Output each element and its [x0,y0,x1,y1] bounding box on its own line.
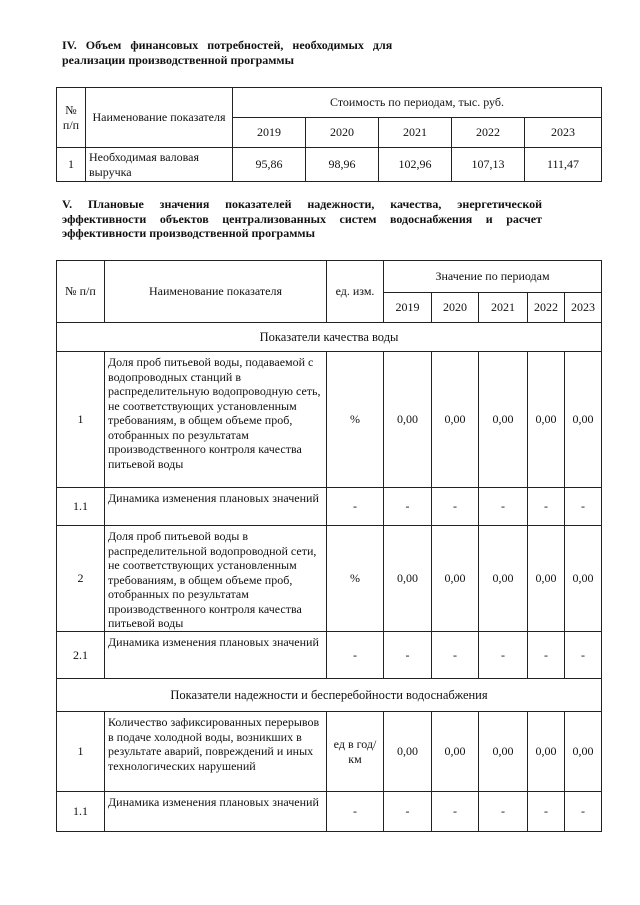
header-year: 2019 [384,293,432,323]
header-num: № п/п [57,88,86,148]
section-4-title [62,38,602,67]
row-value: - [432,792,479,832]
row-unit: - [327,632,384,679]
row-value: 0,00 [528,352,565,488]
row-value: 95,86 [233,148,306,182]
row-name: Необходимая валовая выручка [86,148,233,182]
row-num: 1 [57,352,105,488]
row-value: - [432,632,479,679]
table-row [57,148,602,182]
row-name: Динамика изменения плановых значений [105,792,327,832]
row-value: 0,00 [384,526,432,632]
row-value: - [565,632,602,679]
row-name: Доля проб питьевой воды, подаваемой с водопроводных станций в распределительную водопроводную сеть, не соответствующих установленным требованиям, в общем объеме проб, отобранных по результатам производственного контроля качества питьевой воды [105,352,327,488]
row-num: 2 [57,526,105,632]
table-row [57,526,602,632]
table-row [57,352,602,488]
header-year: 2019 [233,118,306,148]
row-num: 2.1 [57,632,105,679]
row-value: - [565,488,602,526]
table-row [57,632,602,679]
row-unit: % [327,352,384,488]
row-value: - [528,792,565,832]
row-value: 111,47 [525,148,602,182]
row-unit: % [327,526,384,632]
header-year: 2022 [528,293,565,323]
row-unit: - [327,488,384,526]
row-value: 0,00 [432,712,479,792]
row-num: 1 [57,148,86,182]
group-header-reliability: Показатели надежности и бесперебойности водоснабжения [57,679,602,712]
row-name: Доля проб питьевой воды в распределительной водопроводной сети, не соответствующих установленным требованиям, в общем объеме проб, отобранных по результатам производственного контроля качества питьевой воды [105,526,327,632]
row-value: - [565,792,602,832]
row-value: - [528,632,565,679]
financial-needs-table [56,87,602,182]
row-value: - [528,488,565,526]
table-row [57,792,602,832]
header-year: 2020 [306,118,379,148]
row-value: 102,96 [379,148,452,182]
header-unit: ед. изм. [327,261,384,323]
row-num: 1 [57,712,105,792]
section-5-title: V. Плановые значения показателей надежности, качества, энергетической эффективности объектов централизованных систем водоснабжения и расчет эффективности производственной программы [62,197,542,240]
row-value: 0,00 [432,352,479,488]
row-value: - [384,632,432,679]
table-row [57,488,602,526]
row-value: 0,00 [432,526,479,632]
row-value: 0,00 [565,352,602,488]
row-value: - [479,632,528,679]
group-header-water-quality: Показатели качества воды [57,323,602,352]
row-value: 0,00 [565,712,602,792]
row-value: 0,00 [528,712,565,792]
section-4-title-line1: IV. Объем финансовых потребностей, необходимых для [62,38,393,52]
header-year: 2021 [479,293,528,323]
row-unit: - [327,792,384,832]
row-value: - [479,488,528,526]
header-year: 2023 [565,293,602,323]
header-num: № п/п [57,261,105,323]
row-value: 0,00 [479,526,528,632]
row-unit: ед в год/ км [327,712,384,792]
row-name: Динамика изменения плановых значений [105,488,327,526]
table-row [57,712,602,792]
row-value: - [479,792,528,832]
header-year: 2023 [525,118,602,148]
row-value: 0,00 [528,526,565,632]
header-values: Значение по периодам [384,261,602,293]
header-name: Наименование показателя [105,261,327,323]
header-cost: Стоимость по периодам, тыс. руб. [233,88,602,118]
row-value: 0,00 [384,712,432,792]
header-name: Наименование показателя [86,88,233,148]
reliability-indicators-table [56,260,602,832]
row-name: Количество зафиксированных перерывов в подаче холодной воды, возникших в результате аварий, повреждений и иных технологических нарушений [105,712,327,792]
header-year: 2022 [452,118,525,148]
row-value: 98,96 [306,148,379,182]
row-num: 1.1 [57,792,105,832]
row-value: - [384,488,432,526]
section-4-title-line2: реализации производственной программы [62,52,294,67]
header-year: 2020 [432,293,479,323]
row-value: - [432,488,479,526]
header-year: 2021 [379,118,452,148]
row-value: 0,00 [384,352,432,488]
row-value: 0,00 [479,712,528,792]
row-value: 0,00 [565,526,602,632]
row-value: 0,00 [479,352,528,488]
row-value: 107,13 [452,148,525,182]
row-num: 1.1 [57,488,105,526]
row-value: - [384,792,432,832]
row-name: Динамика изменения плановых значений [105,632,327,679]
